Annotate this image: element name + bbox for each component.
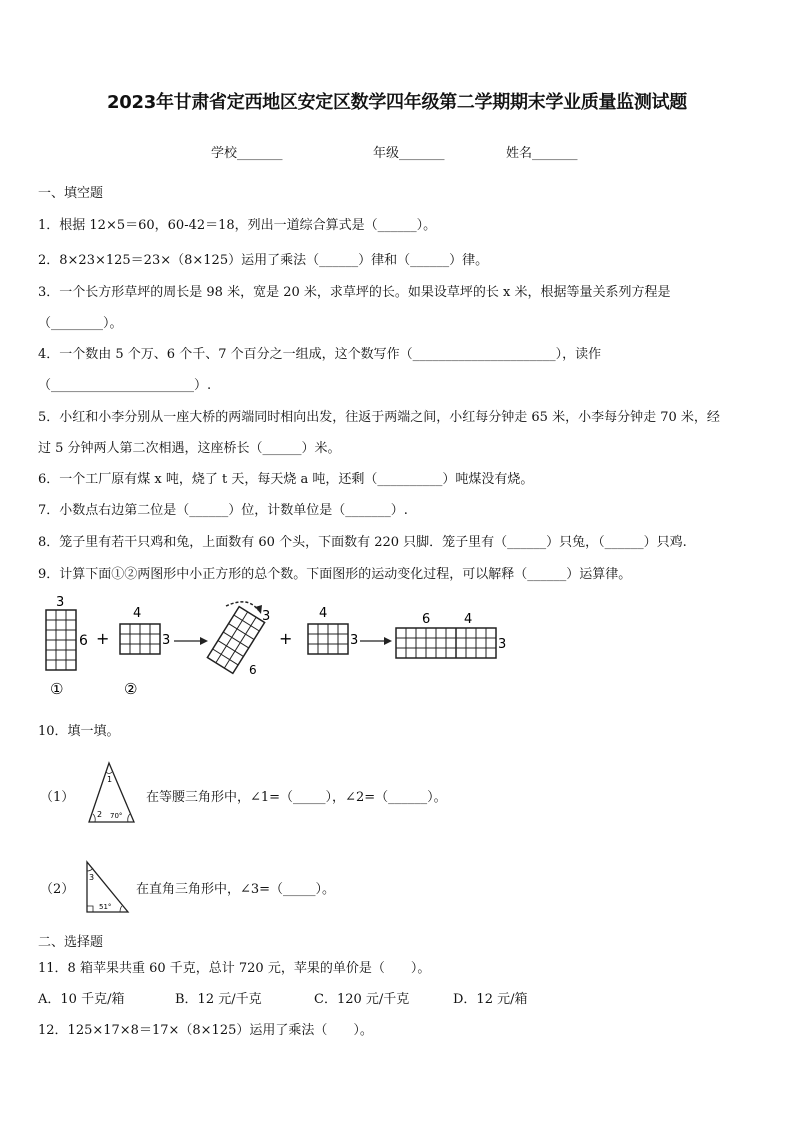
question-11-option-d: D．12 元/箱 — [453, 992, 528, 1007]
question-11-option-c: C．120 元/千克 — [314, 992, 410, 1007]
rotation-arrow-icon — [226, 602, 262, 614]
grid-figure-2 — [120, 624, 160, 654]
question-3-line2: （________）。 — [38, 316, 123, 331]
question-2: 2．8×23×125＝23×（8×125）运用了乘法（______）律和（______）律。 — [38, 253, 489, 268]
question-8: 8．笼子里有若干只鸡和兔，上面数有 60 个头，下面数有 220 只脚．笼子里有（______）只兔，（______）只鸡. — [38, 535, 687, 550]
figure-1-top-label: 3 — [56, 595, 65, 610]
angle-70-label: 70° — [110, 812, 123, 820]
question-4-line2: （______________________）. — [38, 378, 212, 393]
figure-1-circle-label: ① — [50, 680, 64, 698]
question-5-line2: 过 5 分钟两人第二次相遇，这座桥长（______）米。 — [38, 441, 341, 456]
angle-51-label: 51° — [99, 903, 112, 911]
question-12: 12．125×17×8＝17×（8×125）运用了乘法（ ）。 — [38, 1023, 373, 1038]
arrow-icon — [174, 637, 208, 645]
question-10-1-text: 在等腰三角形中，∠1=（_____），∠2=（______）。 — [146, 790, 447, 805]
combined-top-label-1: 6 — [422, 612, 431, 627]
arrow-icon — [360, 637, 392, 645]
plus-sign-2: + — [279, 629, 293, 648]
combined-side-label: 3 — [498, 637, 506, 652]
section-fill-blank: 一、填空题 — [38, 186, 104, 201]
figure-1-side-label: 6 — [79, 633, 88, 649]
section-choice: 二、选择题 — [38, 935, 104, 950]
isosceles-triangle-figure — [84, 760, 140, 826]
question-9: 9．计算下面①②两图形中小正方形的总个数。下面图形的运动变化过程，可以解释（______）运算律。 — [38, 567, 632, 582]
question-10-1-number: （1） — [40, 790, 75, 805]
figure-2-side-label: 3 — [162, 633, 171, 648]
combined-top-label-2: 4 — [464, 612, 473, 627]
grid-figure-3 — [308, 624, 348, 654]
question-6: 6．一个工厂原有煤 x 吨，烧了 t 天，每天烧 a 吨，还剩（__________）吨煤没有烧。 — [38, 472, 534, 487]
angle-2-label: 2 — [97, 810, 103, 819]
school-field: 学校_______ — [211, 146, 283, 161]
rotated-top-label: 3 — [262, 609, 271, 624]
name-field: 姓名_______ — [506, 146, 578, 161]
grid-figure-1 — [46, 610, 76, 670]
figure-3-top-label: 4 — [319, 606, 328, 621]
question-10: 10．填一填。 — [38, 724, 120, 739]
right-triangle-figure — [82, 858, 132, 916]
question-11-option-a: A．10 千克/箱 — [38, 992, 125, 1007]
question-11-option-b: B．12 元/千克 — [175, 992, 262, 1007]
angle-1-label: 1 — [107, 775, 113, 784]
rotated-side-label: 6 — [249, 663, 257, 677]
question-10-2-number: （2） — [40, 882, 75, 897]
question-7: 7．小数点右边第二位是（______）位，计数单位是（_______）. — [38, 503, 408, 518]
question-11: 11．8 箱苹果共重 60 千克，总计 720 元，苹果的单价是（ ）。 — [38, 961, 431, 976]
page-title: 2023年甘肃省定西地区安定区数学四年级第二学期期末学业质量监测试题 — [107, 92, 687, 113]
question-4-line1: 4．一个数由 5 个万、6 个千、7 个百分之一组成，这个数写作（______________________），读作 — [38, 347, 602, 362]
grade-field: 年级_______ — [373, 146, 445, 161]
question-5-line1: 5．小红和小李分别从一座大桥的两端同时相向出发，往返于两端之间，小红每分钟走 65 米，小李每分钟走 70 米，经 — [38, 410, 720, 425]
question-1: 1．根据 12×5＝60，60-42＝18，列出一道综合算式是（______）。 — [38, 218, 437, 233]
plus-sign-1: + — [96, 629, 110, 648]
combined-grid-figure — [396, 628, 496, 658]
question-10-2-text: 在直角三角形中，∠3=（_____）。 — [136, 882, 336, 897]
figure-3-side-label: 3 — [350, 633, 359, 648]
question-3-line1: 3．一个长方形草坪的周长是 98 米，宽是 20 米，求草坪的长。如果设草坪的长 x 米，根据等量关系列方程是 — [38, 285, 671, 300]
question-9-figure — [36, 592, 506, 700]
figure-2-circle-label: ② — [124, 680, 138, 698]
angle-3-label: 3 — [89, 873, 95, 882]
figure-2-top-label: 4 — [133, 606, 142, 621]
